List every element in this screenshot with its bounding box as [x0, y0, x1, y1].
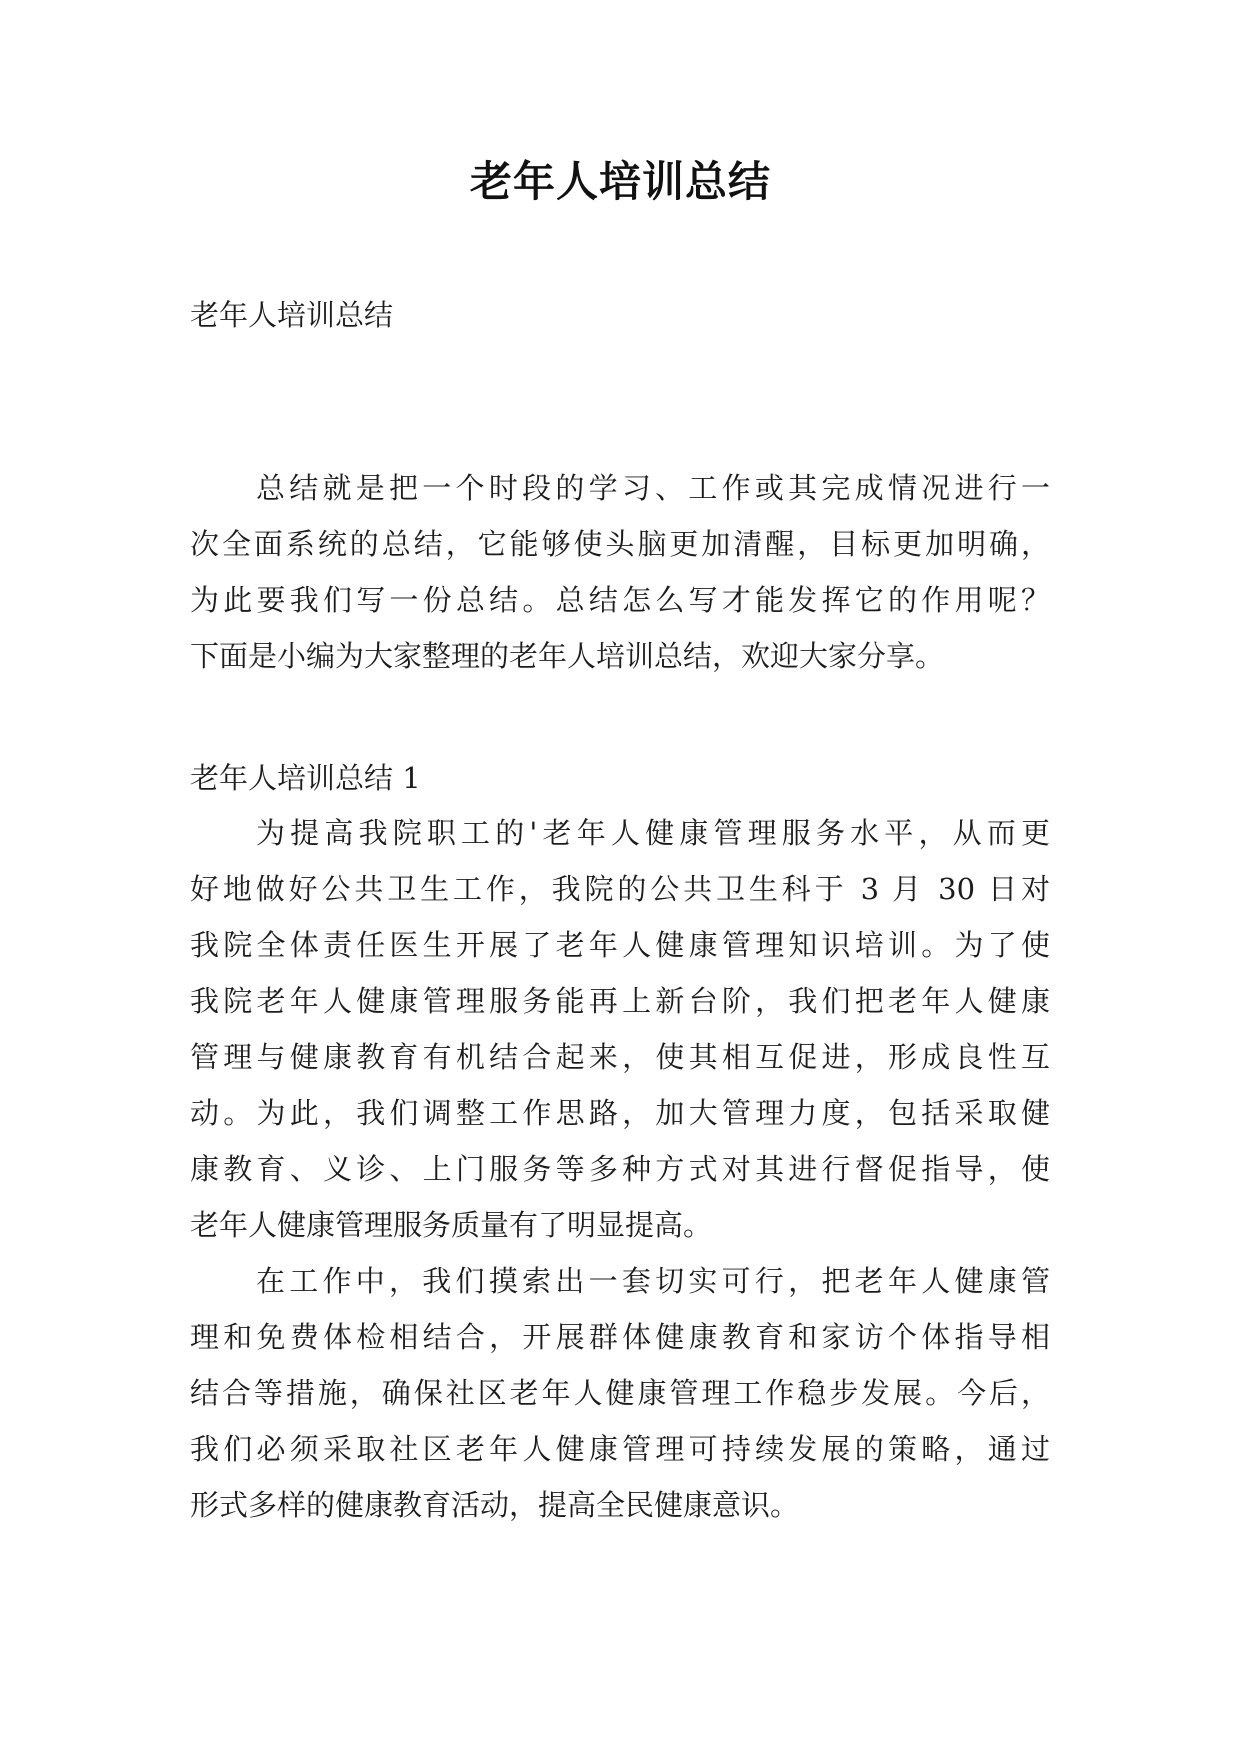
paragraph-line: 总结就是把一个时段的学习、工作或其完成情况进行一 [256, 471, 1050, 505]
paragraph-line: 结合等措施，确保社区老年人健康管理工作稳步发展。今后， [190, 1376, 1050, 1410]
intro-paragraph [190, 460, 1050, 684]
paragraph-line: 老年人健康管理服务质量有了明显提高。 [190, 1208, 713, 1242]
paragraph-line: 管理与健康教育有机结合起来，使其相互促进，形成良性互 [190, 1040, 1050, 1074]
section-heading: 老年人培训总结 1 [190, 761, 421, 795]
document-title: 老年人培训总结 [469, 157, 771, 206]
section1-paragraph-2 [190, 1253, 1050, 1533]
section1-paragraph-1 [190, 805, 1050, 1253]
paragraph-line: 为此要我们写一份总结。总结怎么写才能发挥它的作用呢？ [190, 583, 1050, 617]
paragraph-line: 为提高我院职工的'老年人健康管理服务水平，从而更 [256, 816, 1050, 850]
paragraph-line: 我院全体责任医生开展了老年人健康管理知识培训。为了使 [190, 928, 1050, 962]
paragraph-line: 次全面系统的总结，它能够使头脑更加清醒，目标更加明确， [190, 527, 1050, 561]
paragraph-line: 好地做好公共卫生工作，我院的公共卫生科于 3 月 30 日对 [190, 872, 1050, 906]
paragraph-line: 理和免费体检相结合，开展群体健康教育和家访个体指导相 [190, 1320, 1050, 1354]
paragraph-line: 我院老年人健康管理服务能再上新台阶，我们把老年人健康 [190, 984, 1050, 1018]
paragraph-line: 我们必须采取社区老年人健康管理可持续发展的策略，通过 [190, 1432, 1050, 1466]
paragraph-line: 下面是小编为大家整理的老年人培训总结，欢迎大家分享。 [190, 639, 945, 673]
paragraph-line: 动。为此，我们调整工作思路，加大管理力度，包括采取健 [190, 1096, 1050, 1130]
document-subtitle: 老年人培训总结 [190, 298, 394, 332]
paragraph-line: 形式多样的健康教育活动，提高全民健康意识。 [190, 1488, 800, 1522]
paragraph-line: 在工作中，我们摸索出一套切实可行，把老年人健康管 [256, 1264, 1050, 1298]
paragraph-line: 康教育、义诊、上门服务等多种方式对其进行督促指导，使 [190, 1152, 1050, 1186]
